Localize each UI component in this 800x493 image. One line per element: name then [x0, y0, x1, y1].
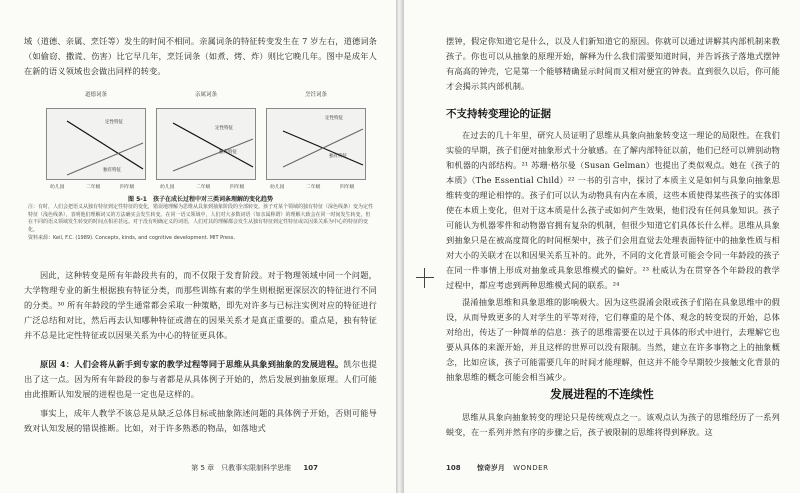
chapter-title: 第 5 章 只教事实限制科学思维	[191, 464, 292, 472]
chart-panel-cooking	[266, 108, 366, 180]
tick-label: 幼儿园	[50, 185, 65, 190]
reason-4-text: 凯尔也提出了这一点。因为所有年龄段的参与者都是从具体例子开始的，然后发展到抽象原理。人们可能由此推断认知发展的进程也是一定也是这样的。	[24, 359, 377, 399]
figure-caption: 图 5-1 孩子在成长过程中对三类词条理解的变化趋势	[128, 196, 273, 203]
tick-label: 二年级	[306, 185, 321, 190]
right-paragraph-1: 摆钟，假定你知道它是什么，以及人们新知道它的原因。你就可以通过讲解其内部机制来教孩子。你也可以从抽象的原理开始，解释为什么我们需要知道时间，并告诉孩子落地式摆钟有高高的钟壳，它是第一个能够精确显示时间而又相对便宜的钟表。直到很久以后，你可能才会揭示其内部机制。	[446, 36, 780, 91]
chart-panel-kinship	[156, 108, 256, 180]
tick-label: 二年级	[196, 185, 211, 190]
crop-mark	[424, 268, 425, 288]
panel-title-moral: 道德词条	[84, 92, 107, 98]
label-defining: 定性特征	[215, 126, 233, 131]
figure-5-1	[28, 90, 373, 240]
trend-lines-kinship	[157, 109, 255, 179]
reason-4-heading: 原因 4：人们会将从新手到专家的教学过程等同于思维从具象到抽象的发展进程。	[40, 359, 344, 369]
section-heading-discontinuity: 发展进程的不连续性	[550, 387, 654, 401]
label-characteristic: 独有特征	[329, 154, 347, 159]
right-paragraph-4: 思维从具象向抽象转变的理论只是传统观点之一。该观点认为孩子的思维经历了一系列蜕变，在一系列并然有序的步骤之后，孩子被限制的思维将得到释放。这	[446, 412, 780, 437]
figure-note: 注：有时，人们会把语义从独有特征到定性特征的变化，错误地理解为思维从具象到抽象阶段的全部转变。孩子对某个领域的独有特征（深色线条）变为定性特征（浅色线条），表明他们理解词义的方法确实会发生转变。在同一语义领域中，人们对大多数词语（如亲属称谓）的理解大致会在同一时间发生转变，但在不同的语义领域发生转变的时间点相差甚远。对于没有明确定义的词语，人们对其的理解都会发生从独有特征到定性特征或以因果关系为中心的特征的变化。	[28, 204, 374, 233]
book-title: 惊奇岁月	[476, 464, 505, 472]
tick-label: 幼儿园	[160, 185, 175, 190]
right-paragraph-2: 在过去的几十年里，研究人员证明了思维从具象向抽象转变这一理论的局限性。在我们实验的早期，孩子们便对抽象形式十分敏感。在了解内部特征以前，他们已经可以辨别动物和机器的内部结构。²¹ 苏珊·格尔曼（Susan Gelman）也提出了类似观点。她在《孩子的本质》（The Essential Child）²² 一书的引言中，探讨了本质主义是如何与具象向抽象思维转变的理论相悖的。孩子们可以认为动物具有内在本质，这些本质使得某些孩子的实体即使在本质上变化，但对于这本质是什么孩子或如何产生效果，他们没有任何具象知识。孩子可能认为机器零件和动物器官拥有复杂的机制，但很少知道它们具体长什么样。思维从具象到抽象只是在被高度简化的时间框架中，孩子们会用直觉去处理表面特征中的抽象性质与相对大小的关联才在以和因果关系互补的。此外，不同的文化背景可能会令同一年龄段的孩子在同一件事情上形成对抽象或具象思维模式的偏好。²³ 杜威认为在贯穿各个年龄段的教学过程中，都应考虑到两种思维模式间的联系。²⁴	[446, 130, 780, 290]
label-characteristic: 独有特征	[103, 168, 121, 173]
panel-title-cooking: 烹饪词条	[304, 92, 327, 98]
book-gutter	[396, 0, 404, 493]
left-page	[0, 0, 396, 493]
tick-label: 二年级	[86, 185, 101, 190]
panel-title-kinship: 亲属词条	[194, 92, 217, 98]
page-number-right: 108	[446, 464, 461, 472]
tick-label: 四年级	[340, 185, 355, 190]
section-heading-evidence: 不支持转变理论的证据	[446, 108, 551, 120]
trend-lines-moral	[47, 109, 145, 179]
left-paragraph-2: 因此，这种转变是所有年龄段共有的，而不仅限于发育阶段。对于物理领域中同一个问题，大学物理专业的新生根据独有特征分类，而那些训练有素的学生则根据更深层次的特征进行不同的分类。³⁰ 所有年龄段的学生通常都会采取一种策略，即先对许多与已标注实例对应的特征进行广泛总结和对比，然后再去认知哪种特征或潜在的因果关系才是真正重要的。重点是，独有特征并不总是比定性特征或以因果关系为中心的特征更具体。	[24, 270, 377, 340]
label-characteristic: 独有特征	[219, 150, 237, 155]
chart-panel-moral	[46, 108, 146, 180]
tick-label: 幼儿园	[270, 185, 285, 190]
crop-mark	[416, 277, 434, 278]
left-footer	[191, 463, 318, 473]
book-title-en: WONDER	[513, 464, 549, 472]
right-paragraph-3: 混淆抽象思维和具象思维的影响极大。因为这些混淆会限或孩子们陷在具象思维中的假设，从而导致更多的人对学生的平等对待，它们尊重的是个体、观念的转变误的开始，总体对给出，传达了一种简单的信息：孩子的思维需要在以过于具体的形式中进行，去理解它也要从具体的来源开始，并且这样的世界可以没有限制。当然，建立在许多事物之上的抽象概念，比如应该，孩子可能需要几年的时间才能理解，但这并不能令早期较少接触文化背景的抽象思维的概念可能会相当减少。	[446, 297, 780, 382]
left-paragraph-1: 域（道德、亲属、烹饪等）发生的时间不相同。亲属词条的特征转变发生在 7 岁左右，道德词条（如偷窃、撒谎、伤害）比它早几年，烹饪词条（如煮、烤、炸）则比它晚几年。图中是成年人在新的语义领域也会做出同样的转变。	[24, 36, 377, 76]
right-footer	[446, 463, 548, 473]
figure-source: 资料来源：Keil, F.C. (1989). Concepts, kinds, and cognitive development. MIT Press.	[28, 235, 235, 241]
trend-lines-cooking	[267, 109, 365, 179]
label-defining: 定性特征	[105, 120, 123, 125]
left-paragraph-3	[24, 357, 377, 402]
page-number-left: 107	[303, 464, 318, 472]
tick-label: 四年级	[230, 185, 245, 190]
label-defining: 定性特征	[325, 116, 343, 121]
left-paragraph-4: 事实上，成年人教学不该总是从缺乏总体目标或抽象陈述问题的具体例子开始，否则可能导致对认知发展的错误推断。比如，对于许多熟悉的物品，如落地式	[24, 408, 377, 433]
right-page	[404, 0, 800, 493]
tick-label: 四年级	[120, 185, 135, 190]
